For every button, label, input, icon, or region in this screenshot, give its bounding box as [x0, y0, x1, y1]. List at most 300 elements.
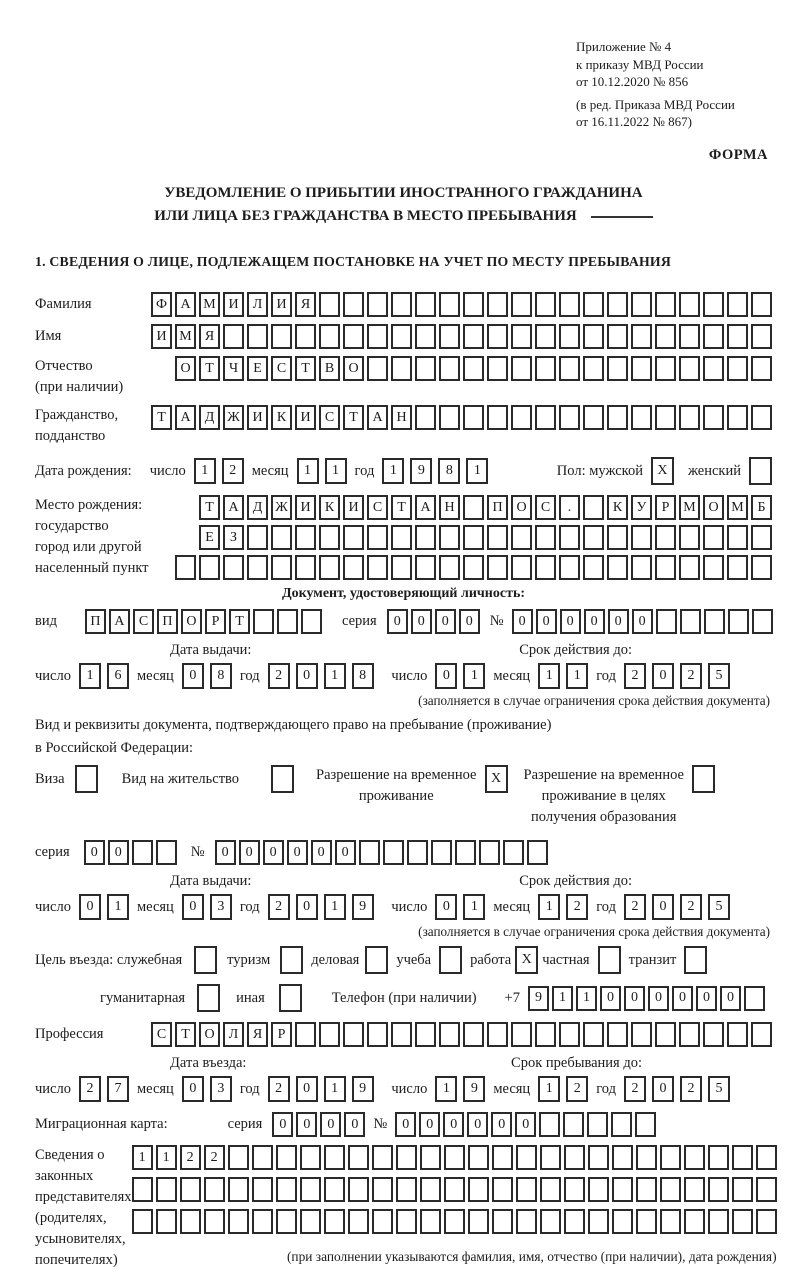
- char-cell[interactable]: З: [223, 525, 244, 550]
- char-cell[interactable]: [655, 525, 676, 550]
- char-cell[interactable]: [527, 840, 548, 865]
- char-cell[interactable]: [564, 1177, 585, 1202]
- char-cell[interactable]: Н: [391, 405, 412, 430]
- char-cell[interactable]: 0: [215, 840, 236, 865]
- char-cell[interactable]: [301, 609, 322, 634]
- char-cell[interactable]: [704, 609, 725, 634]
- char-cell[interactable]: [751, 525, 772, 550]
- char-cell[interactable]: [463, 405, 484, 430]
- char-cell[interactable]: [612, 1209, 633, 1234]
- char-cell[interactable]: 3: [210, 1076, 232, 1102]
- char-cell[interactable]: [463, 495, 484, 520]
- char-cell[interactable]: [727, 356, 748, 381]
- char-cell[interactable]: 0: [536, 609, 557, 634]
- char-cell[interactable]: 9: [352, 894, 374, 920]
- char-cell[interactable]: [583, 405, 604, 430]
- char-cell[interactable]: 0: [239, 840, 260, 865]
- char-cell[interactable]: [492, 1145, 513, 1170]
- char-cell[interactable]: 0: [419, 1112, 440, 1137]
- char-cell[interactable]: 2: [268, 663, 290, 689]
- char-cell[interactable]: [679, 292, 700, 317]
- char-cell[interactable]: [492, 1177, 513, 1202]
- char-cell[interactable]: Р: [205, 609, 226, 634]
- char-cell[interactable]: [583, 292, 604, 317]
- char-cell[interactable]: И: [271, 292, 292, 317]
- char-cell[interactable]: [612, 1177, 633, 1202]
- char-cell[interactable]: [252, 1177, 273, 1202]
- char-cell[interactable]: Р: [655, 495, 676, 520]
- char-cell[interactable]: [703, 356, 724, 381]
- char-cell[interactable]: 2: [268, 894, 290, 920]
- char-cell[interactable]: [516, 1145, 537, 1170]
- char-cell[interactable]: [420, 1145, 441, 1170]
- char-cell[interactable]: М: [727, 495, 748, 520]
- char-cell[interactable]: [396, 1209, 417, 1234]
- char-cell[interactable]: Ж: [271, 495, 292, 520]
- char-cell[interactable]: 3: [210, 894, 232, 920]
- char-cell[interactable]: [660, 1209, 681, 1234]
- char-cell[interactable]: [727, 405, 748, 430]
- char-cell[interactable]: У: [631, 495, 652, 520]
- char-cell[interactable]: 2: [624, 894, 646, 920]
- char-cell[interactable]: [319, 1022, 340, 1047]
- char-cell[interactable]: 2: [680, 894, 702, 920]
- char-cell[interactable]: [396, 1177, 417, 1202]
- char-cell[interactable]: [372, 1177, 393, 1202]
- char-cell[interactable]: [194, 946, 217, 974]
- char-cell[interactable]: [727, 525, 748, 550]
- char-cell[interactable]: 2: [79, 1076, 101, 1102]
- char-cell[interactable]: [487, 555, 508, 580]
- char-cell[interactable]: [708, 1177, 729, 1202]
- char-cell[interactable]: [223, 324, 244, 349]
- char-cell[interactable]: Л: [223, 1022, 244, 1047]
- char-cell[interactable]: 1: [107, 894, 129, 920]
- char-cell[interactable]: [295, 1022, 316, 1047]
- char-cell[interactable]: [367, 555, 388, 580]
- char-cell[interactable]: [680, 609, 701, 634]
- char-cell[interactable]: [535, 324, 556, 349]
- char-cell[interactable]: 1: [466, 458, 488, 484]
- char-cell[interactable]: [583, 525, 604, 550]
- char-cell[interactable]: 1: [79, 663, 101, 689]
- char-cell[interactable]: [75, 765, 98, 793]
- char-cell[interactable]: [439, 292, 460, 317]
- char-cell[interactable]: 6: [107, 663, 129, 689]
- char-cell[interactable]: [391, 525, 412, 550]
- char-cell[interactable]: [583, 324, 604, 349]
- char-cell[interactable]: [631, 555, 652, 580]
- char-cell[interactable]: Д: [247, 495, 268, 520]
- char-cell[interactable]: 9: [463, 1076, 485, 1102]
- char-cell[interactable]: [751, 1022, 772, 1047]
- char-cell[interactable]: [703, 324, 724, 349]
- char-cell[interactable]: К: [271, 405, 292, 430]
- char-cell[interactable]: К: [607, 495, 628, 520]
- char-cell[interactable]: [511, 1022, 532, 1047]
- char-cell[interactable]: [660, 1145, 681, 1170]
- char-cell[interactable]: [655, 1022, 676, 1047]
- char-cell[interactable]: 1: [194, 458, 216, 484]
- char-cell[interactable]: 7: [107, 1076, 129, 1102]
- char-cell[interactable]: [607, 356, 628, 381]
- char-cell[interactable]: А: [109, 609, 130, 634]
- char-cell[interactable]: Ж: [223, 405, 244, 430]
- char-cell[interactable]: [727, 1022, 748, 1047]
- char-cell[interactable]: [295, 555, 316, 580]
- char-cell[interactable]: 9: [528, 986, 549, 1011]
- char-cell[interactable]: [535, 525, 556, 550]
- char-cell[interactable]: [365, 946, 388, 974]
- char-cell[interactable]: 9: [352, 1076, 374, 1102]
- char-cell[interactable]: Т: [175, 1022, 196, 1047]
- char-cell[interactable]: [415, 356, 436, 381]
- char-cell[interactable]: [444, 1209, 465, 1234]
- char-cell[interactable]: 0: [560, 609, 581, 634]
- char-cell[interactable]: [300, 1209, 321, 1234]
- char-cell[interactable]: [540, 1209, 561, 1234]
- char-cell[interactable]: [756, 1209, 777, 1234]
- char-cell[interactable]: [468, 1145, 489, 1170]
- char-cell[interactable]: Т: [295, 356, 316, 381]
- char-cell[interactable]: [728, 609, 749, 634]
- char-cell[interactable]: X: [651, 457, 674, 485]
- char-cell[interactable]: 2: [680, 1076, 702, 1102]
- char-cell[interactable]: 1: [324, 894, 346, 920]
- char-cell[interactable]: Т: [199, 495, 220, 520]
- char-cell[interactable]: [439, 1022, 460, 1047]
- char-cell[interactable]: [679, 324, 700, 349]
- char-cell[interactable]: [587, 1112, 608, 1137]
- char-cell[interactable]: [300, 1145, 321, 1170]
- char-cell[interactable]: 1: [324, 663, 346, 689]
- char-cell[interactable]: 1: [435, 1076, 457, 1102]
- char-cell[interactable]: 0: [632, 609, 653, 634]
- char-cell[interactable]: [559, 356, 580, 381]
- char-cell[interactable]: Л: [247, 292, 268, 317]
- char-cell[interactable]: [132, 840, 153, 865]
- char-cell[interactable]: [468, 1209, 489, 1234]
- char-cell[interactable]: 0: [672, 986, 693, 1011]
- char-cell[interactable]: [655, 555, 676, 580]
- char-cell[interactable]: 2: [624, 1076, 646, 1102]
- char-cell[interactable]: 0: [296, 894, 318, 920]
- char-cell[interactable]: [535, 555, 556, 580]
- char-cell[interactable]: П: [85, 609, 106, 634]
- char-cell[interactable]: 0: [263, 840, 284, 865]
- char-cell[interactable]: [559, 525, 580, 550]
- char-cell[interactable]: [655, 292, 676, 317]
- char-cell[interactable]: [588, 1209, 609, 1234]
- char-cell[interactable]: [588, 1145, 609, 1170]
- char-cell[interactable]: 0: [652, 1076, 674, 1102]
- char-cell[interactable]: [391, 292, 412, 317]
- char-cell[interactable]: 1: [463, 894, 485, 920]
- char-cell[interactable]: [511, 324, 532, 349]
- char-cell[interactable]: Т: [151, 405, 172, 430]
- char-cell[interactable]: [343, 525, 364, 550]
- char-cell[interactable]: 0: [652, 894, 674, 920]
- char-cell[interactable]: [156, 840, 177, 865]
- char-cell[interactable]: [611, 1112, 632, 1137]
- char-cell[interactable]: [679, 555, 700, 580]
- char-cell[interactable]: [439, 946, 462, 974]
- char-cell[interactable]: [631, 292, 652, 317]
- char-cell[interactable]: [732, 1145, 753, 1170]
- char-cell[interactable]: И: [343, 495, 364, 520]
- char-cell[interactable]: [511, 292, 532, 317]
- char-cell[interactable]: [463, 324, 484, 349]
- char-cell[interactable]: [372, 1209, 393, 1234]
- char-cell[interactable]: [751, 292, 772, 317]
- char-cell[interactable]: О: [343, 356, 364, 381]
- char-cell[interactable]: [132, 1209, 153, 1234]
- char-cell[interactable]: [343, 324, 364, 349]
- char-cell[interactable]: Т: [391, 495, 412, 520]
- char-cell[interactable]: [535, 1022, 556, 1047]
- char-cell[interactable]: [631, 525, 652, 550]
- char-cell[interactable]: [415, 525, 436, 550]
- char-cell[interactable]: Ч: [223, 356, 244, 381]
- char-cell[interactable]: 0: [387, 609, 408, 634]
- char-cell[interactable]: [156, 1209, 177, 1234]
- char-cell[interactable]: [319, 292, 340, 317]
- char-cell[interactable]: [348, 1145, 369, 1170]
- char-cell[interactable]: И: [295, 495, 316, 520]
- char-cell[interactable]: [276, 1209, 297, 1234]
- char-cell[interactable]: 0: [435, 609, 456, 634]
- char-cell[interactable]: [684, 1177, 705, 1202]
- char-cell[interactable]: [535, 292, 556, 317]
- char-cell[interactable]: [271, 555, 292, 580]
- char-cell[interactable]: [372, 1145, 393, 1170]
- char-cell[interactable]: [539, 1112, 560, 1137]
- char-cell[interactable]: [631, 356, 652, 381]
- char-cell[interactable]: [343, 1022, 364, 1047]
- char-cell[interactable]: [439, 405, 460, 430]
- char-cell[interactable]: [564, 1145, 585, 1170]
- char-cell[interactable]: А: [367, 405, 388, 430]
- char-cell[interactable]: [348, 1177, 369, 1202]
- char-cell[interactable]: 0: [608, 609, 629, 634]
- char-cell[interactable]: [540, 1177, 561, 1202]
- char-cell[interactable]: [749, 457, 772, 485]
- char-cell[interactable]: 0: [467, 1112, 488, 1137]
- char-cell[interactable]: [598, 946, 621, 974]
- char-cell[interactable]: [503, 840, 524, 865]
- char-cell[interactable]: 2: [566, 1076, 588, 1102]
- char-cell[interactable]: 1: [538, 894, 560, 920]
- char-cell[interactable]: Я: [295, 292, 316, 317]
- char-cell[interactable]: [684, 1209, 705, 1234]
- char-cell[interactable]: [276, 1145, 297, 1170]
- char-cell[interactable]: Т: [343, 405, 364, 430]
- char-cell[interactable]: [415, 405, 436, 430]
- char-cell[interactable]: 0: [696, 986, 717, 1011]
- char-cell[interactable]: [752, 609, 773, 634]
- char-cell[interactable]: М: [175, 324, 196, 349]
- char-cell[interactable]: [636, 1145, 657, 1170]
- char-cell[interactable]: [253, 609, 274, 634]
- char-cell[interactable]: 5: [708, 894, 730, 920]
- char-cell[interactable]: 0: [459, 609, 480, 634]
- char-cell[interactable]: 0: [491, 1112, 512, 1137]
- char-cell[interactable]: [727, 555, 748, 580]
- char-cell[interactable]: [559, 405, 580, 430]
- char-cell[interactable]: [420, 1177, 441, 1202]
- char-cell[interactable]: [607, 525, 628, 550]
- char-cell[interactable]: [228, 1177, 249, 1202]
- char-cell[interactable]: [487, 1022, 508, 1047]
- char-cell[interactable]: [708, 1145, 729, 1170]
- char-cell[interactable]: [559, 1022, 580, 1047]
- char-cell[interactable]: 0: [720, 986, 741, 1011]
- char-cell[interactable]: [583, 1022, 604, 1047]
- char-cell[interactable]: 1: [297, 458, 319, 484]
- char-cell[interactable]: [279, 984, 302, 1012]
- char-cell[interactable]: 0: [296, 1112, 317, 1137]
- char-cell[interactable]: 0: [344, 1112, 365, 1137]
- char-cell[interactable]: [295, 525, 316, 550]
- char-cell[interactable]: М: [199, 292, 220, 317]
- char-cell[interactable]: [252, 1145, 273, 1170]
- char-cell[interactable]: 0: [600, 986, 621, 1011]
- char-cell[interactable]: 0: [443, 1112, 464, 1137]
- char-cell[interactable]: [343, 292, 364, 317]
- char-cell[interactable]: Р: [271, 1022, 292, 1047]
- char-cell[interactable]: 0: [182, 1076, 204, 1102]
- char-cell[interactable]: [359, 840, 380, 865]
- char-cell[interactable]: [684, 1145, 705, 1170]
- char-cell[interactable]: Я: [199, 324, 220, 349]
- char-cell[interactable]: [180, 1177, 201, 1202]
- char-cell[interactable]: 0: [435, 663, 457, 689]
- char-cell[interactable]: [516, 1209, 537, 1234]
- char-cell[interactable]: [204, 1209, 225, 1234]
- char-cell[interactable]: 0: [79, 894, 101, 920]
- char-cell[interactable]: 9: [410, 458, 432, 484]
- char-cell[interactable]: [540, 1145, 561, 1170]
- char-cell[interactable]: И: [295, 405, 316, 430]
- char-cell[interactable]: [511, 405, 532, 430]
- char-cell[interactable]: И: [223, 292, 244, 317]
- char-cell[interactable]: [751, 555, 772, 580]
- char-cell[interactable]: [607, 1022, 628, 1047]
- char-cell[interactable]: [439, 555, 460, 580]
- char-cell[interactable]: [756, 1177, 777, 1202]
- char-cell[interactable]: С: [535, 495, 556, 520]
- char-cell[interactable]: [679, 405, 700, 430]
- char-cell[interactable]: [564, 1209, 585, 1234]
- char-cell[interactable]: [732, 1209, 753, 1234]
- char-cell[interactable]: [607, 324, 628, 349]
- char-cell[interactable]: 2: [566, 894, 588, 920]
- char-cell[interactable]: [204, 1177, 225, 1202]
- char-cell[interactable]: [463, 525, 484, 550]
- char-cell[interactable]: X: [515, 946, 538, 974]
- char-cell[interactable]: [156, 1177, 177, 1202]
- char-cell[interactable]: [431, 840, 452, 865]
- char-cell[interactable]: 2: [222, 458, 244, 484]
- char-cell[interactable]: В: [319, 356, 340, 381]
- char-cell[interactable]: 8: [352, 663, 374, 689]
- char-cell[interactable]: [247, 324, 268, 349]
- char-cell[interactable]: 1: [382, 458, 404, 484]
- char-cell[interactable]: [563, 1112, 584, 1137]
- char-cell[interactable]: [703, 525, 724, 550]
- char-cell[interactable]: [756, 1145, 777, 1170]
- char-cell[interactable]: 0: [108, 840, 129, 865]
- char-cell[interactable]: [396, 1145, 417, 1170]
- char-cell[interactable]: [439, 356, 460, 381]
- char-cell[interactable]: [656, 609, 677, 634]
- char-cell[interactable]: 2: [180, 1145, 201, 1170]
- char-cell[interactable]: [655, 356, 676, 381]
- char-cell[interactable]: [319, 324, 340, 349]
- char-cell[interactable]: [319, 555, 340, 580]
- char-cell[interactable]: [727, 292, 748, 317]
- char-cell[interactable]: [420, 1209, 441, 1234]
- char-cell[interactable]: [383, 840, 404, 865]
- char-cell[interactable]: 0: [311, 840, 332, 865]
- char-cell[interactable]: [511, 356, 532, 381]
- char-cell[interactable]: [703, 292, 724, 317]
- char-cell[interactable]: Т: [229, 609, 250, 634]
- char-cell[interactable]: О: [511, 495, 532, 520]
- char-cell[interactable]: О: [703, 495, 724, 520]
- char-cell[interactable]: [295, 324, 316, 349]
- char-cell[interactable]: [444, 1177, 465, 1202]
- char-cell[interactable]: [684, 946, 707, 974]
- char-cell[interactable]: [492, 1209, 513, 1234]
- char-cell[interactable]: [444, 1145, 465, 1170]
- char-cell[interactable]: [744, 986, 765, 1011]
- char-cell[interactable]: [180, 1209, 201, 1234]
- char-cell[interactable]: [535, 405, 556, 430]
- char-cell[interactable]: [463, 1022, 484, 1047]
- char-cell[interactable]: 0: [182, 663, 204, 689]
- char-cell[interactable]: [468, 1177, 489, 1202]
- char-cell[interactable]: О: [181, 609, 202, 634]
- char-cell[interactable]: 0: [411, 609, 432, 634]
- char-cell[interactable]: [367, 1022, 388, 1047]
- char-cell[interactable]: И: [151, 324, 172, 349]
- char-cell[interactable]: 1: [538, 663, 560, 689]
- char-cell[interactable]: [479, 840, 500, 865]
- char-cell[interactable]: 5: [708, 1076, 730, 1102]
- char-cell[interactable]: М: [679, 495, 700, 520]
- char-cell[interactable]: Я: [247, 1022, 268, 1047]
- char-cell[interactable]: К: [319, 495, 340, 520]
- char-cell[interactable]: [559, 555, 580, 580]
- char-cell[interactable]: А: [223, 495, 244, 520]
- char-cell[interactable]: [703, 555, 724, 580]
- char-cell[interactable]: [732, 1177, 753, 1202]
- char-cell[interactable]: А: [415, 495, 436, 520]
- char-cell[interactable]: [300, 1177, 321, 1202]
- char-cell[interactable]: [588, 1177, 609, 1202]
- char-cell[interactable]: Е: [247, 356, 268, 381]
- char-cell[interactable]: [199, 555, 220, 580]
- char-cell[interactable]: [367, 356, 388, 381]
- char-cell[interactable]: [277, 609, 298, 634]
- char-cell[interactable]: С: [367, 495, 388, 520]
- char-cell[interactable]: [708, 1209, 729, 1234]
- char-cell[interactable]: [751, 324, 772, 349]
- char-cell[interactable]: 1: [325, 458, 347, 484]
- char-cell[interactable]: С: [151, 1022, 172, 1047]
- char-cell[interactable]: [612, 1145, 633, 1170]
